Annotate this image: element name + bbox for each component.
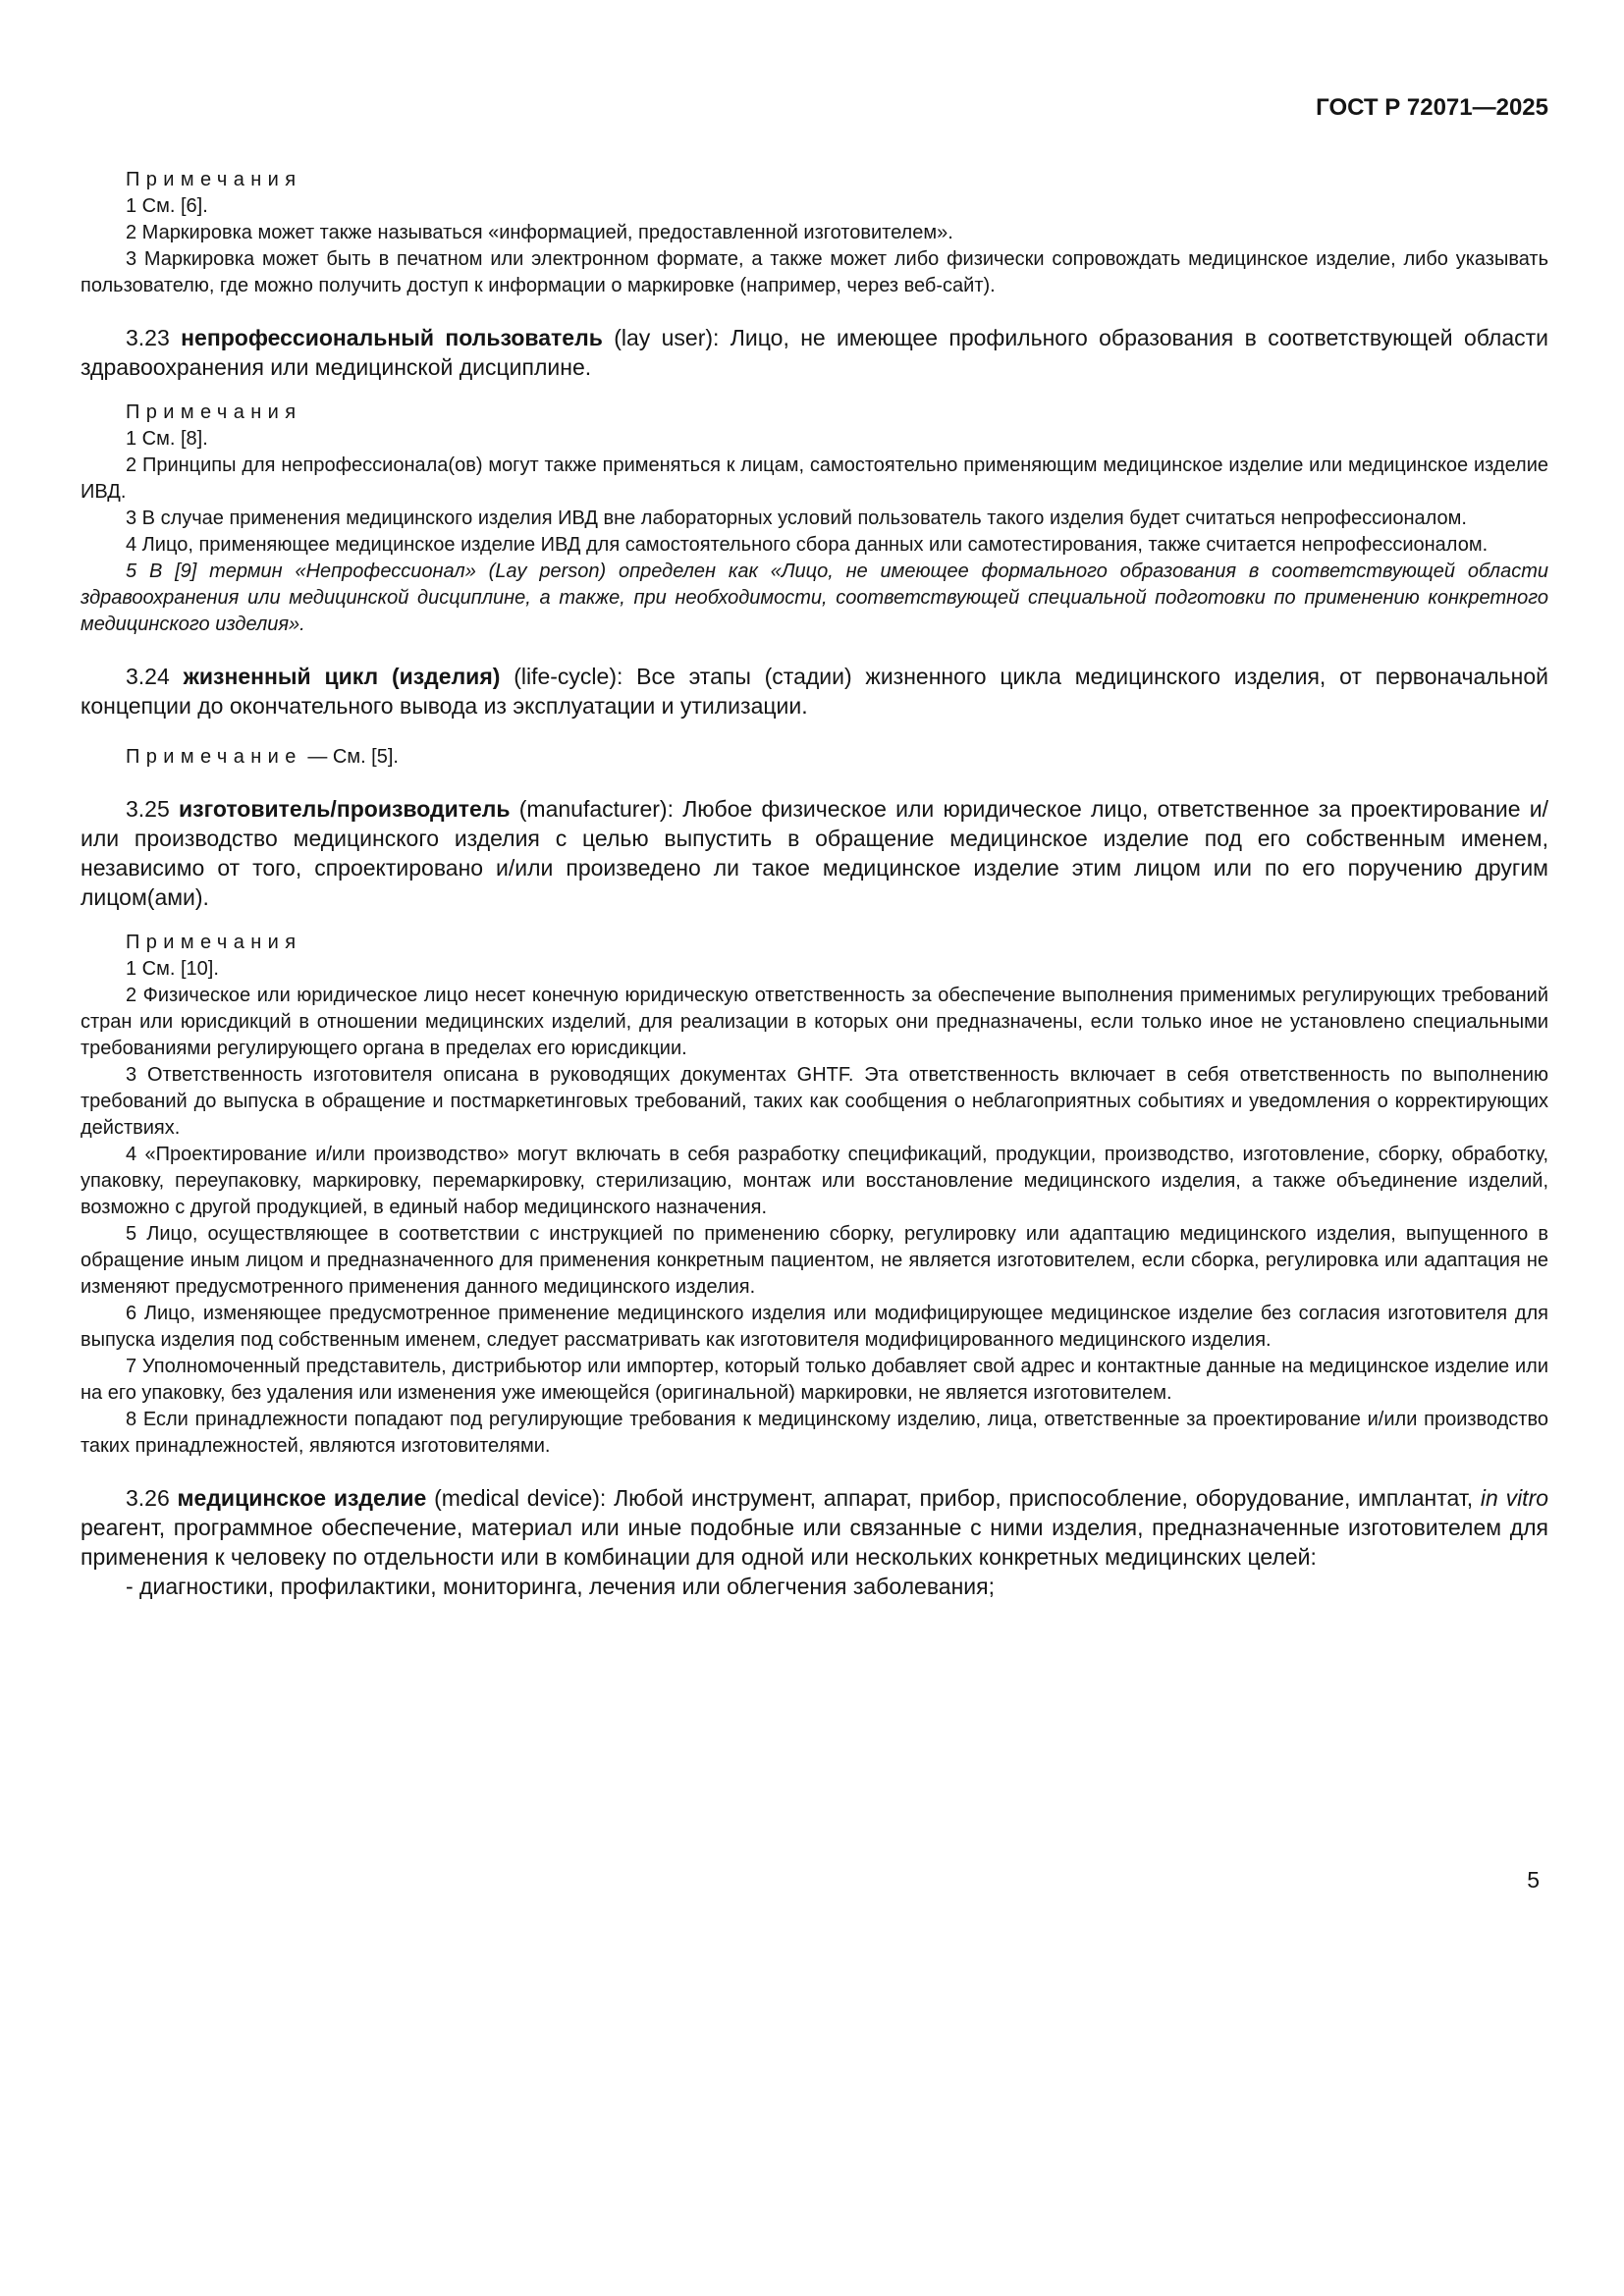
term-name: жизненный цикл (изделия) [183, 664, 501, 689]
term-paragraph-3-26 [81, 1483, 1548, 1572]
notes-heading: Примечания [126, 169, 302, 190]
term-number: 3.25 [126, 796, 180, 822]
note-item: 4 «Проектирование и/или производство» могут включать в себя разработку спецификаций, продукции, производство, изготовление, сборку, обработку, упаковку, переупаковку, маркировку, перемаркировку, стерилизацию, монтаж или восстановление медицинского изделия, а также объединение изделий, возможно с другой продукцией, в единый набор медицинского назначения. [81, 1144, 1548, 1218]
term-definition: реагент, программное обеспечение, материал или иные подобные или связанные с ними изделия, предназначенные изготовителем для применения к человеку по отдельности или в комбинации для одной или нескольких конкретных медицинских целей: [81, 1515, 1548, 1570]
note-item: 8 Если принадлежности попадают под регулирующие требования к медицинскому изделию, лица, ответственные за проектирование и/или производство таких принадлежностей, являются изготовителями. [81, 1409, 1548, 1457]
notes-heading: Примечания [126, 932, 302, 953]
note-3-24 [81, 744, 1548, 771]
notes-heading: Примечания [126, 401, 302, 423]
note-item: 2 Маркировка может также называться «информацией, предоставленной изготовителем». [126, 222, 953, 243]
note-item: 5 В [9] термин «Непрофессионал» (Lay person) определен как «Лицо, не имеющее формального образования в соответствующей области здравоохранения или медицинской дисциплине, а также, при необходимости, соответствующей специальной подготовки по применению конкретного медицинского изделия». [81, 561, 1548, 635]
notes-block-intro [81, 167, 1548, 299]
term-paragraph-3-24 [81, 662, 1548, 721]
note-label: Примечание [126, 746, 302, 768]
term-name: изготовитель/производитель [179, 796, 511, 822]
note-item: 7 Уполномоченный представитель, дистрибьютор или импортер, который только добавляет свой адрес и контактные данные на медицинское изделие или на его упаковку, без удаления или изменения уже имеющейся (оригинальной) маркировки, не является изготовителем. [81, 1356, 1548, 1404]
note-item: 3 Маркировка может быть в печатном или электронном формате, а также может либо физически сопровождать медицинское изделие, либо указывать пользователю, где можно получить доступ к информации о маркировке (например, через веб-сайт). [81, 248, 1548, 296]
term-number: 3.23 [126, 325, 182, 350]
note-item: 6 Лицо, изменяющее предусмотренное применение медицинского изделия или модифицирующее медицинское изделие без согласия изготовителя для выпуска изделия под собственным именем, следует рассматривать как изготовителя модифицированного медицинского изделия. [81, 1303, 1548, 1351]
note-item: 1 См. [8]. [126, 428, 208, 450]
note-text: — См. [5]. [301, 746, 399, 768]
term-name: медицинское изделие [177, 1485, 427, 1511]
note-item: 5 Лицо, осуществляющее в соответствии с инструкцией по применению сборку, регулировку или адаптацию медицинского изделия, выпущенного в обращение иным лицом и предназначенного для применения конкретным пациентом, не является изготовителем, если сборка, регулировка или адаптация не изменяют предусмотренного применения данного медицинского изделия. [81, 1223, 1548, 1298]
term-definition: (medical device): Любой инструмент, аппарат, прибор, приспособление, оборудование, имплантат, [426, 1485, 1481, 1511]
doc-number: ГОСТ Р 72071—2025 [1316, 94, 1548, 121]
term-number: 3.24 [126, 664, 184, 689]
term-number: 3.26 [126, 1485, 178, 1511]
note-item: 4 Лицо, применяющее медицинское изделие ИВД для самостоятельного сбора данных или самотестирования, также считается непрофессионалом. [126, 534, 1489, 556]
note-item: 1 См. [6]. [126, 195, 208, 217]
term-definition: (manufacturer): Любое физическое или юридическое лицо, ответственное за проектирование и/или производство медицинского изделия с целью выпустить в обращение медицинское изделие под его собственным именем, независимо от того, спроектировано и/или произведено ли такое медицинское изделие этим лицом или по его поручению другим лицом(ами). [81, 796, 1549, 910]
note-item: 3 Ответственность изготовителя описана в руководящих документах GHTF. Эта ответственность включает в себя ответственность по выполнению требований до выпуска в обращение и постмаркетинговых требований, таких как сообщения о неблагоприятных событиях и уведомления о корректирующих действиях. [81, 1064, 1548, 1139]
note-item: 2 Физическое или юридическое лицо несет конечную юридическую ответственность за обеспечение выполнения применимых регулирующих требований стран или юрисдикций в отношении медицинских изделий, для реализации в которых они предназначены, если только иное не установлено специальными требованиями регулирующего органа в пределах его юрисдикции. [81, 985, 1548, 1059]
page-number: 5 [1527, 1867, 1540, 1893]
note-item: 1 См. [10]. [126, 958, 219, 980]
notes-block-3-23 [81, 400, 1548, 638]
note-item: 3 В случае применения медицинского изделия ИВД вне лабораторных условий пользователь такого изделия будет считаться непрофессионалом. [126, 507, 1467, 529]
term-definition-latin: in vitro [1480, 1485, 1549, 1511]
term-paragraph-3-25 [81, 794, 1548, 912]
list-item: - диагностики, профилактики, мониторинга, лечения или облегчения заболевания; [126, 1574, 995, 1599]
note-item: 2 Принципы для непрофессионала(ов) могут также применяться к лицам, самостоятельно применяющим медицинское изделие или медицинское изделие ИВД. [81, 454, 1548, 503]
page-content [81, 94, 1548, 1601]
term-paragraph-3-23 [81, 323, 1548, 382]
term-definition: (life-cycle): Все этапы (стадии) жизненного цикла медицинского изделия, от первоначальной концепции до окончательного вывода из эксплуатации и утилизации. [81, 664, 1548, 719]
term-definition: (lay user): Лицо, не имеющее профильного образования в соответствующей области здравоохранения или медицинской дисциплине. [81, 325, 1549, 380]
term-name: непрофессиональный пользователь [181, 325, 603, 350]
notes-block-3-25 [81, 930, 1548, 1460]
